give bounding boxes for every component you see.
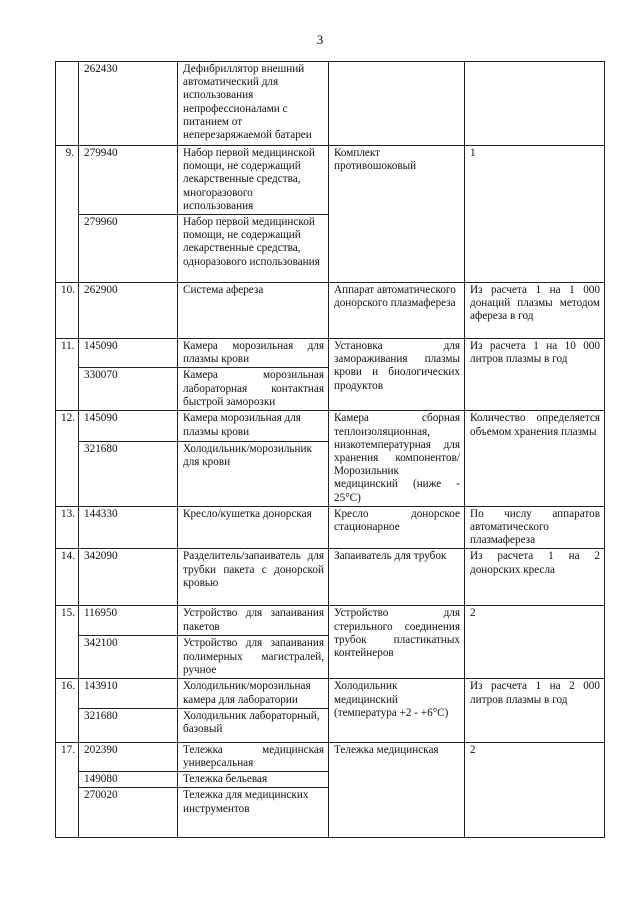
row-number-cell: 10. <box>56 283 79 339</box>
name-cell: Тележка бельевая <box>178 772 329 788</box>
equipment-table <box>55 61 605 838</box>
code-cell: 149080 <box>79 772 178 788</box>
type-cell: Кресло донорское стационарное <box>329 506 465 549</box>
name-cell: Разделитель/запаиватель для трубки пакета с донорской кровью <box>178 549 329 606</box>
table-row <box>56 506 605 549</box>
name-cell: Камера морозильная для плазмы крови <box>178 339 329 368</box>
code-cell: 202390 <box>79 742 178 771</box>
row-number-cell: 17. <box>56 742 79 838</box>
code-cell: 262430 <box>79 62 178 146</box>
table-row <box>56 742 605 771</box>
page-number: 3 <box>316 32 324 47</box>
row-number-cell <box>56 62 79 146</box>
name-cell: Холодильник/морозильная камера для лаборатории <box>178 679 329 708</box>
type-cell: Устройство для стерильного соединения трубок пластикатных контейнеров <box>329 606 465 679</box>
row-number-cell: 12. <box>56 411 79 506</box>
table-row <box>56 679 605 708</box>
quantity-cell: Из расчета 1 на 2 000 литров плазмы в год <box>465 679 605 742</box>
quantity-cell: Из расчета 1 на 2 донорских кресла <box>465 549 605 606</box>
code-cell: 116950 <box>79 606 178 636</box>
quantity-cell: Из расчета 1 на 10 000 литров плазмы в год <box>465 339 605 411</box>
table-row <box>56 339 605 368</box>
quantity-cell: 2 <box>465 742 605 838</box>
name-cell: Камера морозильная для плазмы крови <box>178 411 329 441</box>
type-cell: Комплект противошоковый <box>329 146 465 283</box>
name-cell: Система афереза <box>178 283 329 339</box>
name-cell: Холодильник лабораторный, базовый <box>178 708 329 742</box>
type-cell: Аппарат автоматического донорского плазмафереза <box>329 283 465 339</box>
table-row <box>56 411 605 441</box>
name-cell: Камера морозильная лабораторная контактная быстрой заморозки <box>178 368 329 411</box>
row-number-cell: 11. <box>56 339 79 411</box>
type-cell <box>329 62 465 146</box>
code-cell: 145090 <box>79 411 178 441</box>
code-cell: 321680 <box>79 441 178 506</box>
code-cell: 330070 <box>79 368 178 411</box>
code-cell: 342100 <box>79 636 178 679</box>
type-cell: Холодильник медицинский (температура +2 - +6°C) <box>329 679 465 742</box>
quantity-cell: 2 <box>465 606 605 679</box>
name-cell: Устройство для запаивания полимерных магистралей, ручное <box>178 636 329 679</box>
type-cell: Запаиватель для трубок <box>329 549 465 606</box>
code-cell: 321680 <box>79 708 178 742</box>
quantity-cell: По числу аппаратов автоматического плазмафереза <box>465 506 605 549</box>
table-row <box>56 549 605 606</box>
name-cell: Набор первой медицинской помощи, не содержащий лекарственные средства, многоразового использования <box>178 146 329 215</box>
code-cell: 144330 <box>79 506 178 549</box>
type-cell: Камера сборная теплоизоляционная, низкотемпературная для хранения компонентов/ Морозильник медицинский (ниже - 25°C) <box>329 411 465 506</box>
code-cell: 145090 <box>79 339 178 368</box>
code-cell: 342090 <box>79 549 178 606</box>
code-cell: 279940 <box>79 146 178 215</box>
row-number-cell: 9. <box>56 146 79 283</box>
name-cell: Холодильник/морозильник для крови <box>178 441 329 506</box>
table-row <box>56 606 605 636</box>
name-cell: Набор первой медицинской помощи, не содержащий лекарственные средства, одноразового использования <box>178 215 329 283</box>
type-cell: Тележка медицинская <box>329 742 465 838</box>
row-number-cell: 13. <box>56 506 79 549</box>
row-number-cell: 15. <box>56 606 79 679</box>
code-cell: 143910 <box>79 679 178 708</box>
code-cell: 279960 <box>79 215 178 283</box>
row-number-cell: 16. <box>56 679 79 742</box>
quantity-cell: 1 <box>465 146 605 283</box>
code-cell: 262900 <box>79 283 178 339</box>
code-cell: 270020 <box>79 788 178 838</box>
name-cell: Дефибриллятор внешний автоматический для использования непрофессионалами с питанием от неперезаряжаемой батареи <box>178 62 329 146</box>
table-row <box>56 283 605 339</box>
quantity-cell <box>465 62 605 146</box>
table-row <box>56 62 605 146</box>
name-cell: Кресло/кушетка донорская <box>178 506 329 549</box>
name-cell: Устройство для запаивания пакетов <box>178 606 329 636</box>
type-cell: Установка для замораживания плазмы крови и биологических продуктов <box>329 339 465 411</box>
table-row <box>56 146 605 215</box>
quantity-cell: Из расчета 1 на 1 000 донаций плазмы методом афереза в год <box>465 283 605 339</box>
quantity-cell: Количество определяется объемом хранения плазмы <box>465 411 605 506</box>
name-cell: Тележка для медицинских инструментов <box>178 788 329 838</box>
name-cell: Тележка медицинская универсальная <box>178 742 329 771</box>
row-number-cell: 14. <box>56 549 79 606</box>
